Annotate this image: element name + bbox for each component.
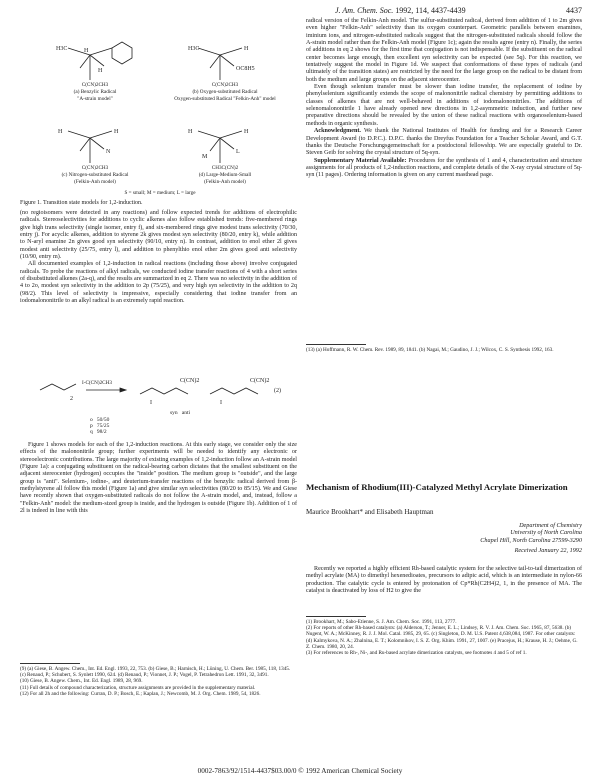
footnote: (1) Brookhart, M.; Sabo-Etienne, S. J. Am. Chem. Soc. 1991, 113, 2777.	[306, 619, 457, 625]
paragraph: radical version of the Felkin-Anh model. The sulfur-substituted radical, derived from addition of 1 to 2m gives even higher "Felkin-Anh" selectivity than its oxygen counterpart. Geometric parallels between enamines, iminium ions, and nitrogen-substituted radicals suggest that the nitrogen-substituted radicals should follow the A-strain model rather than the Felkin-Anh model (Figure 1c); again the results agree (entry n). Finally, the series of additions in eq 2 shows for the first time that conjugation is not indispensable. If the substituent on the radical center becomes large enough, then excellent syn selectivity can be expected (see 5q). For this reaction, we tentatively suggest the model in Figure 1d. We suspect that conformations of these types of radicals (and ultimately of the transition states) are restricted by the need for the large group on the radical to be distant from both the medium and large groups on the adjacent stereocenter.	[306, 18, 582, 83]
eq2-row: p 75/25	[90, 423, 110, 429]
journal-name: J. Am. Chem. Soc.	[335, 6, 394, 15]
struct-d-label: (d) Large-Medium-Small	[198, 172, 252, 178]
svg-text:H: H	[114, 129, 119, 135]
svg-text:I: I	[150, 400, 152, 406]
svg-text:L: L	[236, 149, 240, 155]
svg-text:H3C: H3C	[188, 46, 200, 52]
footnote: (10) Giese, B. Angew. Chem., Int. Ed. Engl. 1989, 28, 969.	[20, 678, 143, 685]
footnote-rule	[20, 663, 80, 664]
footnote: (9) (a) Giese, B. Angew. Chem., Int. Ed. Engl. 1993, 22, 753. (b) Giese, B.; Harnisch, H.; Lüning, U. Chem. Ber. 1985, 118, 1345. (c) Renaud, P.; Schubert, S. Synlett 1990, 624. (d) Renaud, P.; Vionnet, J. P.; Vogel, P. Tetrahedron Lett. 1991, 32, 3491.	[20, 666, 291, 679]
struct-a-label: (a) Benzylic Radical	[73, 89, 117, 95]
figure-1-note: S = small; M = medium; L = large	[124, 190, 196, 196]
struct-b-label: (b) Oxygen-substituted Radical	[192, 89, 258, 95]
received-date: Received January 22, 1992	[514, 547, 582, 555]
page-footer: 0002-7863/92/1514-4437$03.00/0 © 1992 American Chemical Society	[197, 767, 403, 775]
eq2-row: q 98/2	[90, 429, 107, 435]
struct-a-model: "A-strain model"	[77, 96, 113, 102]
article-2-title: Mechanism of Rhodium(III)-Catalyzed Methyl Acrylate Dimerization	[306, 482, 568, 492]
struct-b-group: C(CN)2CH3	[211, 82, 239, 88]
struct-b-model: Oxygen-substituted Radical "Felkin-Anh" model	[174, 96, 276, 102]
struct-d-model: (Felkin-Anh model)	[204, 179, 246, 185]
footnote: (11) Full details of compound characterization, structure assignments are provided in the supplementary material.	[20, 684, 256, 691]
svg-text:H: H	[188, 129, 193, 135]
figure-1	[20, 20, 300, 215]
left-column-part1	[20, 210, 297, 305]
journal-volume: 1992, 114,	[395, 6, 429, 15]
svg-text:H: H	[98, 68, 103, 74]
page-number: 4437	[566, 6, 582, 15]
eq2-products-header: syn anti	[170, 410, 191, 416]
svg-text:(2): (2)	[274, 388, 281, 394]
struct-c-label: (c) Nitrogen-substituted Radical	[61, 172, 129, 178]
article-2-affiliation	[306, 522, 582, 555]
svg-text:I: I	[220, 400, 222, 406]
svg-text:C(CN)2: C(CN)2	[180, 378, 200, 384]
svg-text:H: H	[244, 46, 249, 52]
footnote-rule	[306, 616, 366, 617]
footnote-rule	[306, 344, 366, 345]
struct-a-group: C(CN)2CH3	[81, 82, 109, 88]
right-column-text	[306, 18, 582, 180]
article-2-body	[306, 566, 582, 595]
svg-text:H: H	[58, 129, 63, 135]
struct-c-model: (Felkin-Anh model)	[74, 179, 116, 185]
paragraph: Recently we reported a highly efficient Rh-based catalytic system for the selective tail-to-tail dimerization of methyl acrylate (MA) to dimethyl hexenedioates, precursors to adipic acid, which is an intermediate in nylon-66 production. The catalytic cycle is entered by protonation of Cp*Rh(C2H4)2, 1, in the presence of MA. The catalyst is deactivated by loss of H2 to give the	[306, 566, 582, 595]
left-footnotes	[20, 666, 297, 697]
affiliation-department: Department of Chemistry	[519, 522, 582, 529]
acknowledgment-body: We thank the National Institutes of Health for funding and for a Research Career Development Award (to D.P.C.). D.P.C. thanks the Dreyfus Foundation for a Teacher Scholar Award, and G.T. thanks the Deutsche Forschungsgemeinschaft for a postdoctoral fellowship. We are especially grateful to Dr. Steven Geib for solving the crystal structure of 5q-syn.	[306, 128, 582, 157]
svg-text:C(CN)2: C(CN)2	[250, 378, 270, 384]
figure-1-caption: Figure 1. Transition state models for 1,2-induction.	[20, 200, 143, 206]
struct-d-group: CH3C(CN)2	[211, 165, 239, 171]
svg-text:M: M	[202, 154, 208, 160]
journal-pages: 4437-4439	[431, 6, 466, 15]
paragraph: Figure 1 shows models for each of the 1,2-induction reactions. At this early stage, we consider only the size effects of the malononitrile group; further experiments will be needed to identify any electronic or stereoelectronic contributions. The large majority of existing examples of 1,2-induction follow an A-strain model (Figure 1a): a conjugating substituent on the radical-bearing carbon dictates that the smallest substituent on the adjacent stereocenter (hydrogen) occupies the "inside" position. The medium group is "outside", and the large group is "anti". Selenium-, iodine-, and deuterium-transfer reactions of the benzylic radical derived from β-methylstyrene all follow this model (Figure 1a) and give similar syn selectivities (80/20 to 85/15). We and Giese have recently shown that oxygen-substituted radicals do not follow the A-strain model, and, instead, follow a "Felkin-Anh" model: the medium-sized group is inside, and the hydrogen is outside (Figure 1b). Addition of 1 of 2l is indeed in line with this	[20, 442, 297, 515]
article-2-authors: Maurice Brookhart* and Elisabeth Hauptman	[306, 508, 434, 516]
right-footnotes	[306, 347, 582, 353]
running-header	[335, 6, 466, 15]
svg-text:H3C: H3C	[56, 46, 68, 52]
paragraph: (no regioisomers were detected in any reactions) and follow expected trends for additions of electrophilic radicals. Stereoselectivities for additions to cyclic alkenes also follow established trends: five-membered rings give high trans selectivity (single isomer, entry f), and six-membered rings give modest trans selectivity (70/30, entry j). For acyclic alkenes, addition to styrene 2k gives modest syn selectivity (80/20, entry k), while addition to N-aryl enamine 2n gives good syn selectivity (90/10, entry n). In contrast, addition to enol ether 2l gives modest anti selectivity (25/75, entry l), and addition to phenylthio enol ether 2m gives good anti selectivity (10/90, entry m).	[20, 210, 297, 261]
svg-text:H: H	[84, 48, 89, 54]
acknowledgment	[306, 128, 582, 157]
footnote: (13) (a) Hoffmann, R. W. Chem. Rev. 1989, 89, 1841. (b) Nagai, M.; Gaudino, J. J.; Wilcox, C. S. Synthesis 1992, 163.	[306, 347, 554, 353]
eq2-reagent: I-C(CN)2CH3	[82, 380, 112, 386]
equation-2-structures	[30, 370, 290, 410]
footnote: (12) For all 2h and the following: Curran, D. P.; Bosch, E.; Kaplan, J.; Newcomb, M. J. Org. Chem. 1989, 54, 1826.	[20, 690, 261, 697]
footnote: (2) For reports of other Rh-based catalysts: (a) Alderson, T.; Jenner, E. L.; Lindsey, R. V. J. Am. Chem. Soc. 1965, 87, 5638. (b) Nugent, W. A.; McKinney, R. J. J. Mol. Catal. 1985, 29, 65. (c) Singleton, D. M. U.S. Patent 4,638,084, 1987. For other catalysts: (d) Kalmykova, N. A.; Zhalnina, E. T.; Kolomnikov, I. S. Z. Org. Khim. 1991, 27, 1007. (e) Pracejus, H.; Krause, H. J.; Oehme, G. Z. Chem. 1980, 20, 24.	[306, 625, 578, 650]
left-column-part2	[20, 442, 297, 515]
svg-text:2: 2	[70, 396, 73, 402]
supplementary-heading: Supplementary Material Available:	[314, 157, 407, 164]
paragraph: All documented examples of 1,2-induction in radical reactions (including those above) involve conjugated radicals. To probe the reactions of alkyl radicals, we conducted iodine transfer reactions of 4 with a short series of disubstituted alkenes (2a-q), and the results are summarized in eq 2. There was no selectivity in the addition of 4 to 2o, modest syn selectivity in the addition to 2p (75/25), and very high syn selectivity in the addition to 2q (98/2). This level of selectivity is impressive, especially considering that iodine transfer from an iodomalononitrile to an alkyl radical is an extremely rapid reaction.	[20, 261, 297, 305]
supplementary-body: Procedures for the synthesis of 1 and 4, characterization and structure assignments for all products of 1,2-induction reactions, and complete details of the X-ray crystal structure of 5q-syn (11 pages). Ordering information is given on any current masthead page.	[306, 157, 583, 179]
affiliation-city: Chapel Hill, North Carolina 27599-3290	[480, 536, 582, 544]
eq2-row: o 50/50	[90, 417, 110, 423]
affiliation-university: University of North Carolina	[510, 529, 582, 537]
struct-c-group: C(CN)2CH3	[81, 165, 109, 171]
footnote: (3) For references to Rh-, Ni-, and Ru-based acrylate dimerization catalysts, see footnotes 4 and 5 of ref 1.	[306, 650, 527, 657]
article-2-footnotes	[306, 619, 582, 656]
equation-2	[30, 370, 290, 436]
svg-text:OC8H5: OC8H5	[236, 66, 255, 72]
supplementary-material	[306, 158, 582, 180]
acknowledgment-heading: Acknowledgment.	[314, 128, 361, 135]
svg-text:N: N	[106, 149, 111, 155]
svg-text:H: H	[244, 129, 249, 135]
paragraph: Even though selenium transfer must be slower than iodine transfer, the replacement of iodine by phenylselenium significantly extends the scope of malononitrile radical chemistry by permitting additions to classes of alkenes that are not well-behaved in additions of iodomalononitriles. The additions of selenomalononitrile 1 have already opened new directions in 1,2-asymmetric induction, and further new preparative directions should be revealed by the union of these radical reactions with organoselenium-based methods in organic synthesis.	[306, 84, 582, 127]
